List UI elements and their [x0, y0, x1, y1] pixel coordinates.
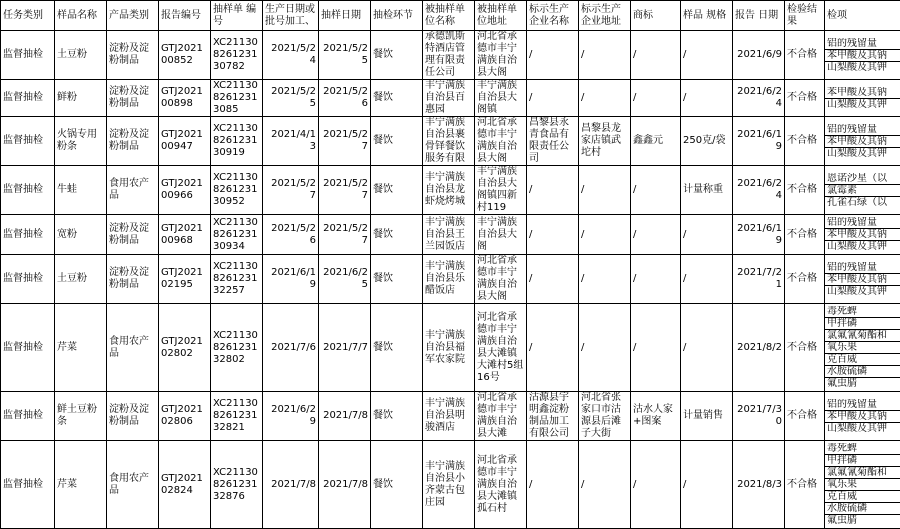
test-item: 山梨酸及其钾: [825, 148, 900, 159]
cell-result: 不合格: [785, 441, 825, 529]
cell-items: [825, 304, 900, 392]
cell-category: 淀粉及淀粉制品: [107, 80, 159, 117]
cell-link: 餐饮: [371, 215, 423, 255]
cell-category: 淀粉及淀粉制品: [107, 392, 159, 441]
cell-unit: 丰宁满族自治县王兰园饭店: [423, 215, 475, 255]
cell-sample: XC21130826123130919: [211, 117, 263, 166]
cell-task: 监督抽检: [1, 255, 55, 304]
test-item: 水胺硫磷: [825, 503, 900, 515]
header-row: [1, 1, 900, 31]
test-item: 山梨酸及其钾: [825, 99, 900, 110]
cell-mfr: 昌黎县永青食品有限责任公司: [527, 117, 579, 166]
cell-mfr-addr: /: [579, 80, 631, 117]
cell-spec: /: [681, 441, 733, 529]
cell-report: GTJ202100968: [159, 215, 211, 255]
cell-addr: 河北省承德市丰宁满族自治县大滩镇孤石村: [475, 441, 527, 529]
cell-unit: 丰宁满族自治县福军农家院: [423, 304, 475, 392]
cell-report: GTJ202100852: [159, 31, 211, 80]
header-cell: 检项: [825, 1, 900, 31]
cell-sample-date: 2021/5/25: [319, 31, 371, 80]
test-item: 氧乐果: [825, 479, 900, 491]
test-item: 氯霉素: [825, 185, 900, 197]
cell-spec: /: [681, 255, 733, 304]
cell-link: 餐饮: [371, 441, 423, 529]
cell-result: 不合格: [785, 304, 825, 392]
cell-report: GTJ202102195: [159, 255, 211, 304]
header-cell: 被抽样单位名称: [423, 1, 475, 31]
cell-unit: 丰宁满族自治县龙虾烧烤城: [423, 166, 475, 215]
cell-task: 监督抽检: [1, 215, 55, 255]
cell-spec: /: [681, 304, 733, 392]
cell-sample: XC21130826123132821: [211, 392, 263, 441]
cell-category: 淀粉及淀粉制品: [107, 117, 159, 166]
cell-spec: 计量称重: [681, 166, 733, 215]
test-item: 甲拌磷: [825, 318, 900, 330]
cell-unit: 丰宁满族自治县小齐蒙古包庄园: [423, 441, 475, 529]
test-item: 山梨酸及其钾: [825, 423, 900, 434]
cell-link: 餐饮: [371, 304, 423, 392]
cell-category: 淀粉及淀粉制品: [107, 31, 159, 80]
cell-mfr-addr: /: [579, 255, 631, 304]
table-row: [1, 255, 900, 304]
table-row: [1, 80, 900, 117]
cell-report-date: 2021/6/19: [733, 117, 785, 166]
cell-addr: 河北省承德市丰宁满族自治县大阁: [475, 117, 527, 166]
table-row: [1, 304, 900, 392]
cell-category: 淀粉及淀粉制品: [107, 215, 159, 255]
cell-mfr-addr: /: [579, 304, 631, 392]
cell-link: 餐饮: [371, 166, 423, 215]
cell-task: 监督抽检: [1, 441, 55, 529]
table-row: [1, 31, 900, 80]
cell-report: GTJ202100898: [159, 80, 211, 117]
cell-report: GTJ202102806: [159, 392, 211, 441]
cell-items: [825, 441, 900, 529]
test-item: 水胺硫磷: [825, 366, 900, 378]
header-cell: 检验结果: [785, 1, 825, 31]
cell-report-date: 2021/7/30: [733, 392, 785, 441]
cell-sample-date: 2021/7/7: [319, 304, 371, 392]
cell-spec: /: [681, 215, 733, 255]
test-item: 山梨酸及其钾: [825, 62, 900, 73]
cell-mfr-addr: 河北省张家口市沽源县后滩子大街: [579, 392, 631, 441]
cell-unit: 承德凯斯特酒店管理有限责任公司: [423, 31, 475, 80]
test-item: 铝的残留量: [825, 217, 900, 229]
cell-category: 食用农产品: [107, 166, 159, 215]
cell-prod-date: 2021/5/26: [263, 215, 319, 255]
cell-report-date: 2021/7/21: [733, 255, 785, 304]
header-cell: 样品名称: [55, 1, 107, 31]
cell-brand: /: [631, 166, 681, 215]
cell-name: 火锅专用粉条: [55, 117, 107, 166]
cell-items: [825, 392, 900, 441]
cell-result: 不合格: [785, 392, 825, 441]
cell-sample: XC21130826123132802: [211, 304, 263, 392]
cell-task: 监督抽检: [1, 166, 55, 215]
cell-sample: XC21130826123130934: [211, 215, 263, 255]
test-item: 氯氟氰菊酯和: [825, 467, 900, 479]
cell-name: 芹菜: [55, 304, 107, 392]
cell-link: 餐饮: [371, 31, 423, 80]
cell-sample-date: 2021/6/25: [319, 255, 371, 304]
test-item: 苯甲酸及其钠: [825, 229, 900, 241]
cell-items: [825, 117, 900, 166]
cell-addr: 河北省承德市丰宁满族自治县大滩镇大滩村5组16号: [475, 304, 527, 392]
test-item: 铝的残留量: [825, 262, 900, 274]
header-cell: 标示生产企业地址: [579, 1, 631, 31]
test-item: 恩诺沙星（以: [825, 173, 900, 185]
cell-mfr-addr: 昌黎县龙家店镇武坨村: [579, 117, 631, 166]
cell-mfr: /: [527, 215, 579, 255]
cell-unit: 丰宁满族自治县乐醋饭店: [423, 255, 475, 304]
header-cell: 生产日期或批号加工、: [263, 1, 319, 31]
cell-sample-date: 2021/5/27: [319, 117, 371, 166]
test-item: 山梨酸及其钾: [825, 286, 900, 297]
cell-items: [825, 166, 900, 215]
cell-mfr: /: [527, 166, 579, 215]
cell-items: [825, 80, 900, 117]
cell-spec: 250克/袋: [681, 117, 733, 166]
test-item: 山梨酸及其钾: [825, 241, 900, 252]
cell-report: GTJ202100947: [159, 117, 211, 166]
cell-name: 鲜粉: [55, 80, 107, 117]
cell-mfr-addr: /: [579, 31, 631, 80]
test-item: 孔雀石绿（以: [825, 197, 900, 208]
cell-brand: /: [631, 441, 681, 529]
cell-category: 食用农产品: [107, 441, 159, 529]
cell-task: 监督抽检: [1, 392, 55, 441]
test-item: 铝的残留量: [825, 399, 900, 411]
table-row: [1, 392, 900, 441]
cell-category: 食用农产品: [107, 304, 159, 392]
cell-addr: 河北省承德市丰宁满族自治县大阁: [475, 255, 527, 304]
cell-unit: 丰宁满族自治县百惠园: [423, 80, 475, 117]
cell-mfr-addr: /: [579, 166, 631, 215]
header-cell: 商标: [631, 1, 681, 31]
cell-items: [825, 215, 900, 255]
cell-sample-date: 2021/5/27: [319, 166, 371, 215]
cell-sample-date: 2021/7/8: [319, 441, 371, 529]
cell-report: GTJ202102802: [159, 304, 211, 392]
cell-result: 不合格: [785, 117, 825, 166]
cell-brand: 鑫鑫元: [631, 117, 681, 166]
table-row: [1, 117, 900, 166]
cell-brand: /: [631, 304, 681, 392]
cell-sample: XC21130826123132876: [211, 441, 263, 529]
test-item: 氯氟氰菊酯和: [825, 330, 900, 342]
cell-mfr: /: [527, 255, 579, 304]
cell-report-date: 2021/6/19: [733, 215, 785, 255]
header-cell: 标示生产企业名称: [527, 1, 579, 31]
test-item: 氟虫腈: [825, 378, 900, 389]
cell-prod-date: 2021/7/8: [263, 441, 319, 529]
cell-brand: 沽水人家+图案: [631, 392, 681, 441]
header-cell: 样品 规格: [681, 1, 733, 31]
cell-result: 不合格: [785, 166, 825, 215]
cell-mfr: /: [527, 80, 579, 117]
cell-prod-date: 2021/5/27: [263, 166, 319, 215]
cell-spec: /: [681, 80, 733, 117]
test-item: 苯甲酸及其钠: [825, 136, 900, 148]
cell-unit: 丰宁满族自治县明骏酒店: [423, 392, 475, 441]
test-item: 毒死蜱: [825, 306, 900, 318]
cell-addr: 丰宁满族自治县大阁: [475, 215, 527, 255]
cell-task: 监督抽检: [1, 31, 55, 80]
cell-addr: 河北省承德市丰宁满族自治县大滩: [475, 392, 527, 441]
cell-result: 不合格: [785, 215, 825, 255]
cell-sample: XC21130826123132257: [211, 255, 263, 304]
cell-link: 餐饮: [371, 117, 423, 166]
cell-sample: XC2113082612313085: [211, 80, 263, 117]
cell-sample: XC21130826123130952: [211, 166, 263, 215]
test-item: 苯甲酸及其钠: [825, 50, 900, 62]
cell-unit: 丰宁满族自治县裹骨铎餐饮服务有限: [423, 117, 475, 166]
cell-prod-date: 2021/5/24: [263, 31, 319, 80]
table-row: [1, 441, 900, 529]
cell-items: [825, 31, 900, 80]
cell-sample-date: 2021/5/26: [319, 80, 371, 117]
cell-name: 土豆粉: [55, 31, 107, 80]
test-item: 氟虫腈: [825, 515, 900, 526]
cell-addr: 丰宁满族自治县大阁镇四新村119: [475, 166, 527, 215]
test-item: 铝的残留量: [825, 124, 900, 136]
cell-task: 监督抽检: [1, 117, 55, 166]
test-item: 氧乐果: [825, 342, 900, 354]
cell-report-date: 2021/8/3: [733, 441, 785, 529]
cell-result: 不合格: [785, 255, 825, 304]
test-item: 苯甲酸及其钠: [825, 411, 900, 423]
test-item: 铝的残留量: [825, 38, 900, 50]
cell-prod-date: 2021/6/29: [263, 392, 319, 441]
cell-spec: /: [681, 31, 733, 80]
cell-name: 芹菜: [55, 441, 107, 529]
cell-name: 牛蛙: [55, 166, 107, 215]
cell-mfr: /: [527, 441, 579, 529]
cell-mfr-addr: /: [579, 215, 631, 255]
header-cell: 抽样单 编号: [211, 1, 263, 31]
cell-mfr: /: [527, 31, 579, 80]
cell-prod-date: 2021/5/25: [263, 80, 319, 117]
cell-spec: 计量销售: [681, 392, 733, 441]
header-cell: 报告 日期: [733, 1, 785, 31]
cell-task: 监督抽检: [1, 304, 55, 392]
cell-sample-date: 2021/5/27: [319, 215, 371, 255]
test-item: 克百威: [825, 354, 900, 366]
header-cell: 任务类别: [1, 1, 55, 31]
cell-result: 不合格: [785, 80, 825, 117]
cell-addr: 丰宁满族自治县大阁镇: [475, 80, 527, 117]
cell-sample-date: 2021/7/8: [319, 392, 371, 441]
cell-task: 监督抽检: [1, 80, 55, 117]
cell-name: 土豆粉: [55, 255, 107, 304]
test-item: 克百威: [825, 491, 900, 503]
table-row: [1, 215, 900, 255]
cell-mfr-addr: /: [579, 441, 631, 529]
cell-link: 餐饮: [371, 255, 423, 304]
cell-name: 鲜土豆粉条: [55, 392, 107, 441]
cell-mfr: 沽源县宇明鑫淀粉制品加工有限公司: [527, 392, 579, 441]
cell-report-date: 2021/6/24: [733, 80, 785, 117]
cell-prod-date: 2021/6/19: [263, 255, 319, 304]
cell-link: 餐饮: [371, 80, 423, 117]
cell-report-date: 2021/6/9: [733, 31, 785, 80]
cell-category: 淀粉及淀粉制品: [107, 255, 159, 304]
cell-sample: XC21130826123130782: [211, 31, 263, 80]
header-cell: 报告编号: [159, 1, 211, 31]
header-cell: 抽检环节: [371, 1, 423, 31]
test-item: 毒死蜱: [825, 443, 900, 455]
cell-brand: /: [631, 215, 681, 255]
cell-report-date: 2021/6/24: [733, 166, 785, 215]
cell-link: 餐饮: [371, 392, 423, 441]
header-cell: 抽样日期: [319, 1, 371, 31]
cell-brand: /: [631, 80, 681, 117]
cell-items: [825, 255, 900, 304]
table-row: [1, 166, 900, 215]
cell-result: 不合格: [785, 31, 825, 80]
test-item: 苯甲酸及其钠: [825, 87, 900, 99]
cell-addr: 河北省承德市丰宁满族自治县大阁: [475, 31, 527, 80]
cell-brand: /: [631, 31, 681, 80]
cell-mfr: /: [527, 304, 579, 392]
cell-prod-date: 2021/7/6: [263, 304, 319, 392]
cell-report-date: 2021/8/2: [733, 304, 785, 392]
header-cell: 产品类别: [107, 1, 159, 31]
cell-report: GTJ202100966: [159, 166, 211, 215]
header-cell: 被抽样单位地址: [475, 1, 527, 31]
cell-name: 宽粉: [55, 215, 107, 255]
cell-prod-date: 2021/4/13: [263, 117, 319, 166]
cell-report: GTJ202102824: [159, 441, 211, 529]
cell-brand: /: [631, 255, 681, 304]
test-item: 苯甲酸及其钠: [825, 274, 900, 286]
test-item: 甲拌磷: [825, 455, 900, 467]
